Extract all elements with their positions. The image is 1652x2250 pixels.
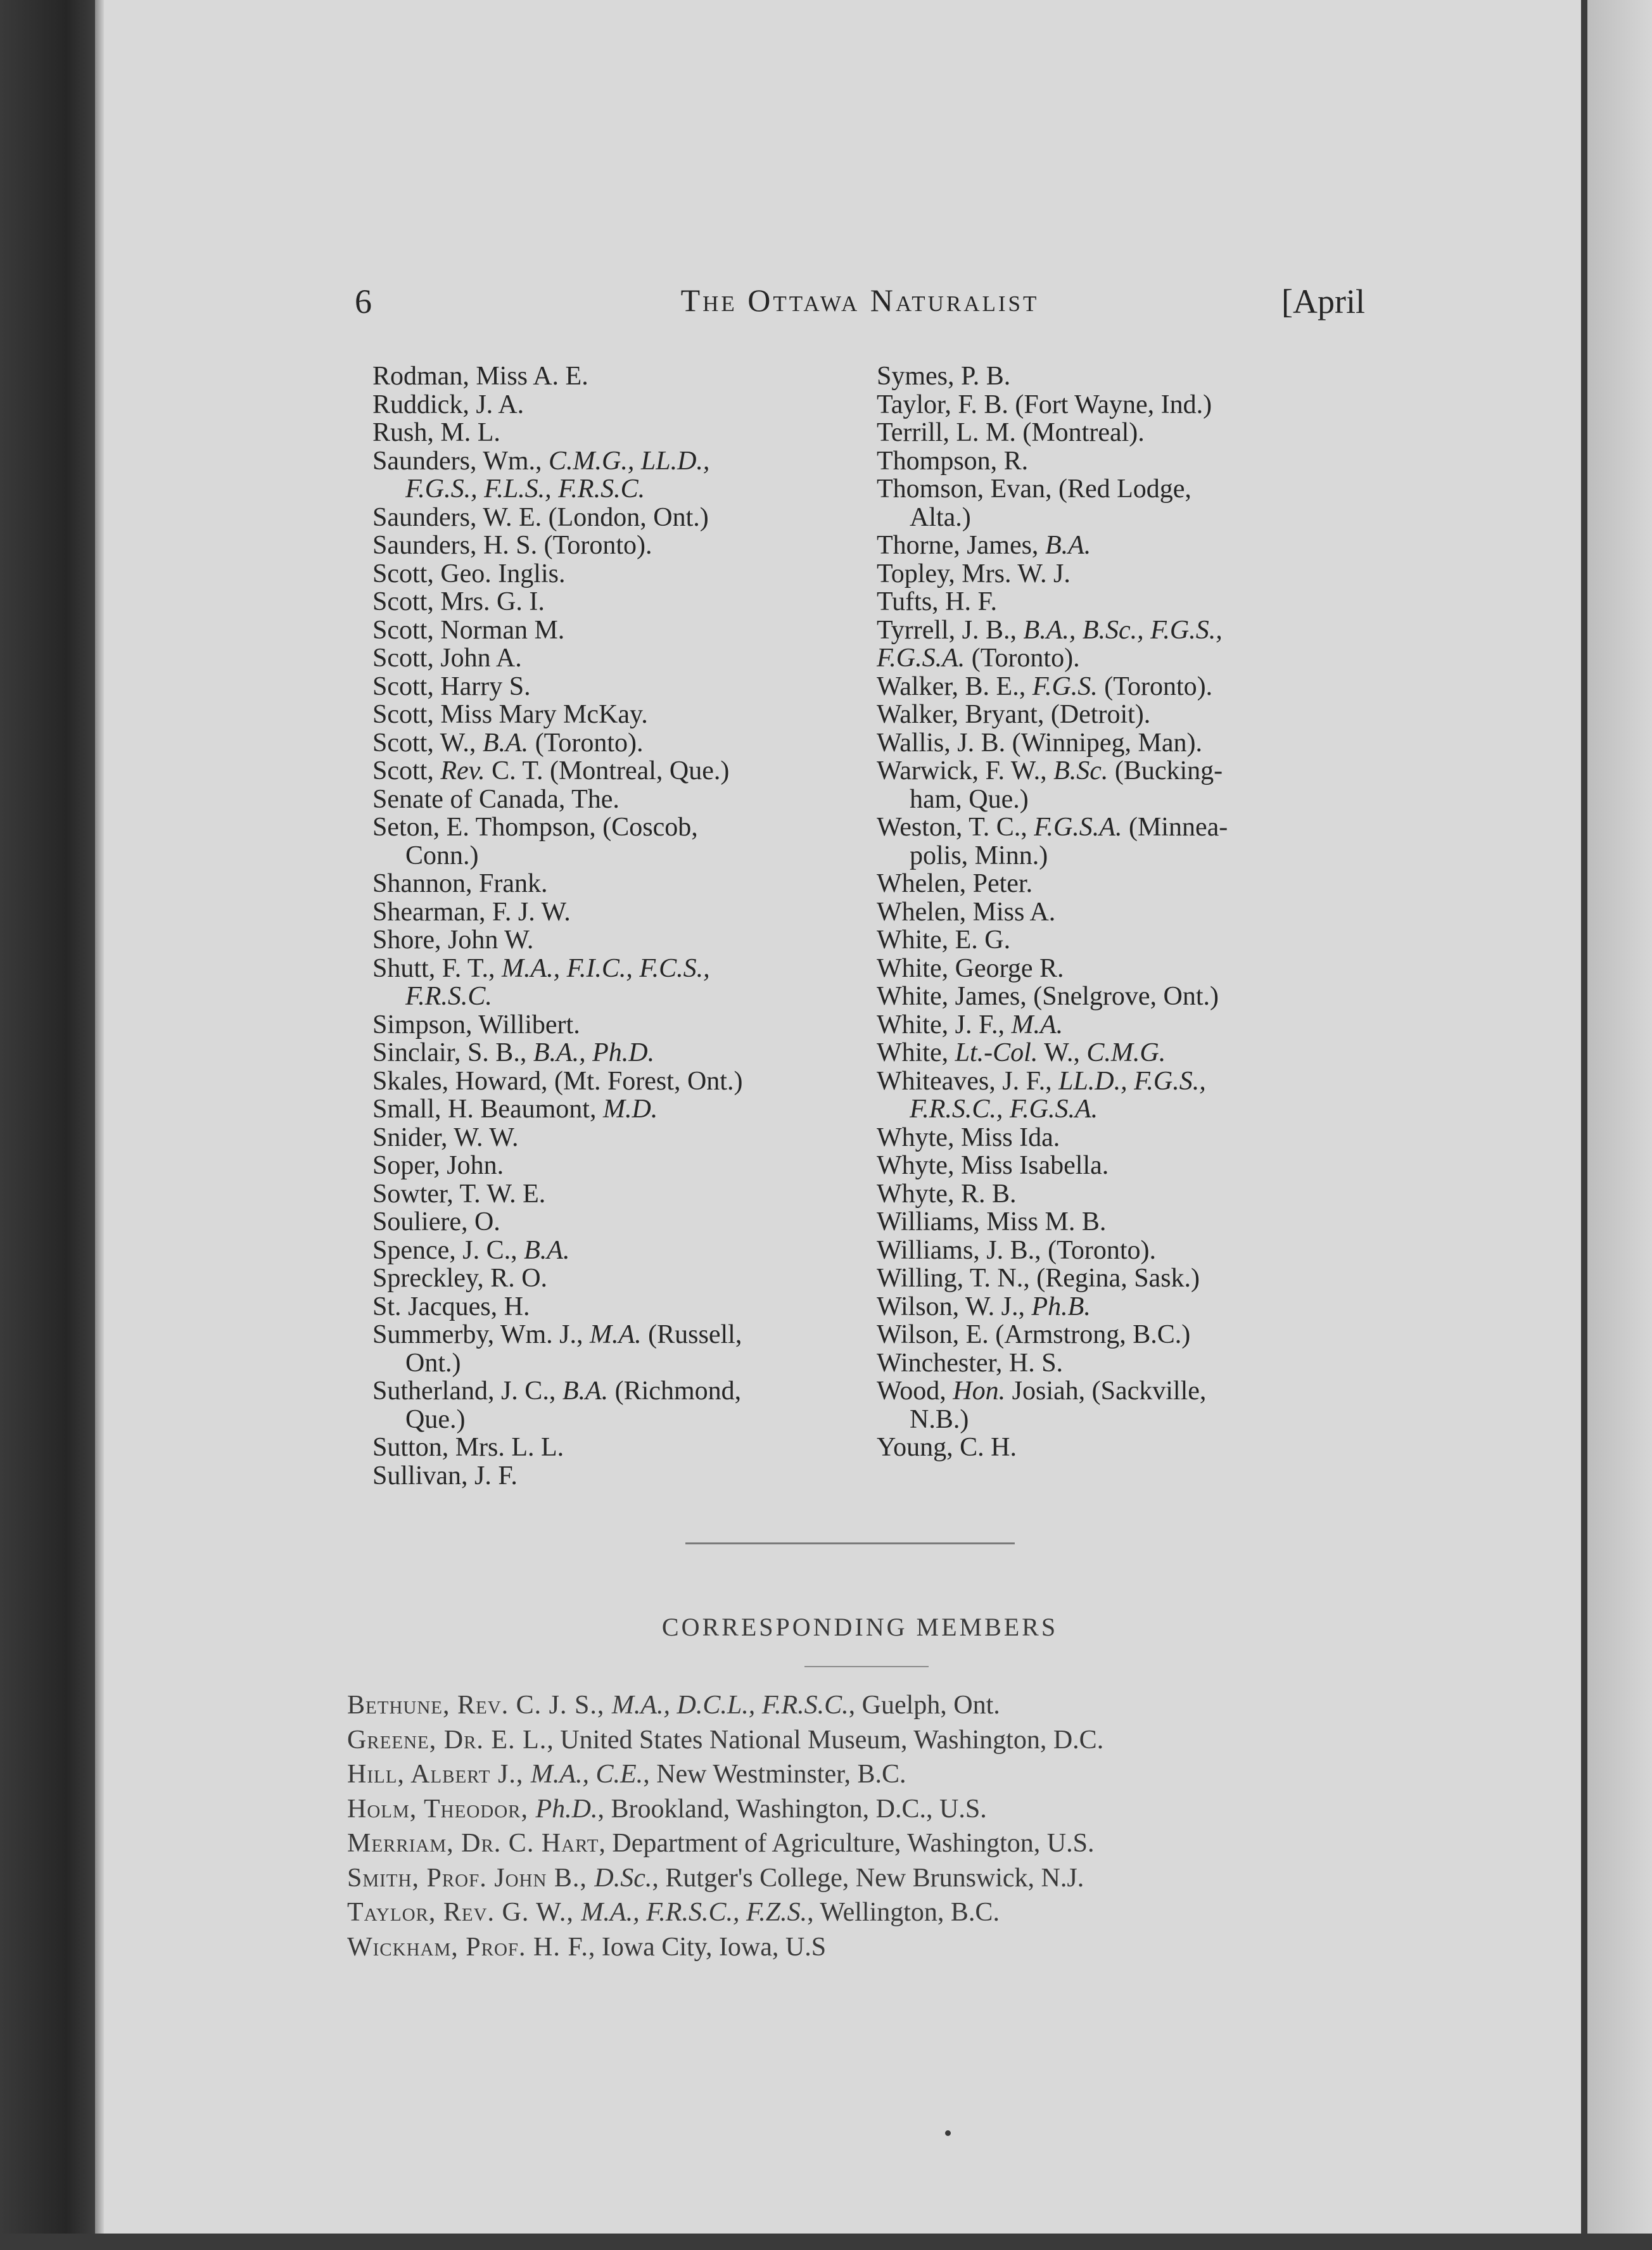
member-entry-text: B.A., B.Sc., F.G.S., bbox=[1023, 615, 1223, 645]
corresponding-member-entry bbox=[347, 1826, 1392, 1861]
member-entry-text: Thomson, Evan, (Red Lodge, bbox=[877, 474, 1191, 504]
corresponding-member-name: Wickham, Prof. H. F. bbox=[347, 1932, 588, 1962]
member-entry bbox=[372, 673, 854, 701]
member-entry bbox=[372, 1208, 854, 1236]
member-entry-text: Tyrrell, J. B., bbox=[877, 615, 1024, 645]
member-entry bbox=[877, 644, 1377, 673]
member-entry-text: Thompson, R. bbox=[877, 446, 1029, 476]
member-entry-text: Saunders, H. S. (Toronto). bbox=[372, 531, 652, 560]
member-entry-text: ham, Que.) bbox=[910, 784, 1029, 814]
member-entry-text: Sinclair, S. B., bbox=[372, 1038, 533, 1067]
member-entry bbox=[877, 560, 1377, 588]
member-entry-text: Scott, Miss Mary McKay. bbox=[372, 700, 648, 729]
member-entry-text: Alta.) bbox=[910, 502, 971, 532]
member-entry-text: W., bbox=[1038, 1038, 1087, 1067]
member-entry-text: Scott, bbox=[372, 756, 441, 785]
member-entry bbox=[877, 531, 1377, 560]
member-entry bbox=[372, 616, 854, 645]
member-entry-text: Sutton, Mrs. L. L. bbox=[372, 1433, 564, 1462]
corresponding-member-degrees: M.A., C.E. bbox=[530, 1760, 644, 1789]
corresponding-member-entry bbox=[347, 1861, 1392, 1896]
member-entry bbox=[877, 701, 1377, 729]
member-entry bbox=[372, 1095, 854, 1124]
member-entry-text: F.G.S.A. bbox=[877, 644, 965, 673]
corresponding-member-degrees: M.A., F.R.S.C., F.Z.S. bbox=[581, 1898, 808, 1927]
member-entry-text: Sutherland, J. C., bbox=[372, 1376, 562, 1406]
corresponding-member-affiliation: , United States National Museum, Washington, D.C. bbox=[547, 1725, 1104, 1755]
member-entry-text: Wood, bbox=[877, 1376, 953, 1406]
member-entry-text: White, James, (Snelgrove, Ont.) bbox=[877, 982, 1219, 1011]
member-entry-text: Ph.B. bbox=[1031, 1292, 1091, 1321]
member-entry-text: Souliere, O. bbox=[372, 1207, 500, 1236]
member-entry-text: Saunders, W. E. (London, Ont.) bbox=[372, 502, 709, 532]
corresponding-members-list bbox=[347, 1688, 1392, 1964]
member-entry-text: Scott, Geo. Inglis. bbox=[372, 559, 566, 588]
member-entry-text: Wilson, W. J., bbox=[877, 1292, 1032, 1321]
member-entry bbox=[877, 1264, 1377, 1293]
member-entry-text: C. T. (Montreal, Que.) bbox=[485, 756, 730, 785]
member-entry-text: Williams, Miss M. B. bbox=[877, 1207, 1107, 1236]
member-entry-text: White, George R. bbox=[877, 953, 1064, 983]
member-entry-text: Scott, Norman M. bbox=[372, 615, 565, 645]
member-entry-text: Summerby, Wm. J., bbox=[372, 1320, 590, 1349]
member-entry-text: Wilson, E. (Armstrong, B.C.) bbox=[877, 1320, 1191, 1349]
member-entry bbox=[372, 391, 854, 419]
member-entry-text: Taylor, F. B. (Fort Wayne, Ind.) bbox=[877, 390, 1212, 419]
member-entry-text: Spreckley, R. O. bbox=[372, 1264, 548, 1293]
member-entry bbox=[372, 1039, 854, 1067]
member-entry bbox=[877, 391, 1377, 419]
member-entry bbox=[877, 588, 1377, 616]
member-entry bbox=[372, 785, 854, 814]
member-entry-text: Seton, E. Thompson, (Coscob, bbox=[372, 813, 698, 842]
member-entry bbox=[372, 701, 854, 729]
member-entry-text: Symes, P. B. bbox=[877, 362, 1011, 391]
member-entry-text: (Russell, bbox=[641, 1320, 742, 1349]
member-entry-text: B.A. bbox=[524, 1235, 570, 1265]
member-entry bbox=[877, 1208, 1377, 1236]
section-divider bbox=[685, 1542, 1015, 1544]
member-entry-text: St. Jacques, H. bbox=[372, 1292, 530, 1321]
corresponding-member-entry bbox=[347, 1792, 1392, 1827]
member-entry-text: F.G.S.A. bbox=[1034, 813, 1122, 842]
member-entry bbox=[877, 1011, 1377, 1039]
member-entry-text: Whelen, Miss A. bbox=[877, 897, 1056, 927]
corresponding-member-degrees: D.Sc. bbox=[594, 1863, 652, 1893]
member-entry-text: Rev. bbox=[440, 756, 485, 785]
corresponding-member-affiliation: , Brookland, Washington, D.C., U.S. bbox=[597, 1794, 987, 1824]
member-entry-text: Rodman, Miss A. E. bbox=[372, 362, 588, 391]
member-entry bbox=[877, 1349, 1377, 1378]
member-entry bbox=[372, 1180, 854, 1209]
page-gutter bbox=[95, 0, 104, 2250]
member-entry-text: B.A. bbox=[1045, 531, 1091, 560]
member-entry bbox=[877, 1180, 1377, 1209]
member-entry-text: Shutt, F. T., bbox=[372, 953, 502, 983]
member-entry-text: B.A. bbox=[562, 1376, 609, 1406]
member-entry-text: Thorne, James, bbox=[877, 531, 1045, 560]
member-entry bbox=[372, 1321, 854, 1377]
corresponding-member-name: Hill, Albert J., bbox=[347, 1760, 531, 1789]
corresponding-member-entry bbox=[347, 1757, 1392, 1792]
corresponding-member-affiliation: , Rutger's College, New Brunswick, N.J. bbox=[652, 1863, 1084, 1893]
corresponding-member-name: Holm, Theodor, bbox=[347, 1794, 536, 1824]
member-entry bbox=[372, 362, 854, 391]
member-entry bbox=[372, 447, 854, 504]
corresponding-member-degrees: M.A., D.C.L., F.R.S.C. bbox=[611, 1691, 849, 1720]
facing-page-strip bbox=[1587, 0, 1652, 2250]
member-entry-text: Whelen, Peter. bbox=[877, 869, 1033, 898]
member-entry-text: (Toronto). bbox=[1097, 671, 1213, 701]
member-entry-text: Ont.) bbox=[405, 1348, 461, 1378]
corresponding-member-affiliation: , Wellington, B.C. bbox=[807, 1898, 1000, 1927]
member-entry bbox=[372, 504, 854, 532]
member-entry-text: C.M.G. bbox=[1086, 1038, 1166, 1067]
member-entry bbox=[877, 926, 1377, 955]
member-entry bbox=[372, 1152, 854, 1180]
member-entry-text: Skales, Howard, (Mt. Forest, Ont.) bbox=[372, 1066, 743, 1096]
member-entry bbox=[877, 362, 1377, 391]
corresponding-member-name: Greene, Dr. E. L. bbox=[347, 1725, 547, 1755]
member-entry bbox=[372, 1264, 854, 1293]
member-entry-text: Shearman, F. J. W. bbox=[372, 897, 571, 927]
print-speck bbox=[945, 2130, 951, 2136]
member-entry bbox=[877, 1236, 1377, 1265]
member-entry bbox=[877, 1039, 1377, 1067]
member-list-right-column bbox=[877, 362, 1377, 1462]
member-entry-text: (Toronto). bbox=[965, 644, 1080, 673]
member-entry-text: Lt.-Col. bbox=[955, 1038, 1038, 1067]
member-entry-text: Shore, John W. bbox=[372, 925, 534, 955]
heading-underline bbox=[804, 1666, 929, 1667]
member-entry bbox=[877, 447, 1377, 476]
issue-month: [April bbox=[1281, 283, 1365, 321]
member-entry bbox=[877, 729, 1377, 758]
member-entry-text: M.A. bbox=[1011, 1010, 1064, 1039]
member-entry-text: Willing, T. N., (Regina, Sask.) bbox=[877, 1264, 1200, 1293]
member-entry bbox=[372, 1067, 854, 1096]
member-entry-text: Scott, W., bbox=[372, 728, 483, 758]
member-entry-text: Senate of Canada, The. bbox=[372, 784, 620, 814]
member-entry bbox=[877, 955, 1377, 983]
member-entry-text: F.R.S.C., F.G.S.A. bbox=[910, 1095, 1098, 1124]
member-entry bbox=[877, 1124, 1377, 1152]
member-entry-text: Soper, John. bbox=[372, 1151, 504, 1180]
member-entry-text: M.D. bbox=[602, 1095, 658, 1124]
corresponding-member-entry bbox=[347, 1688, 1392, 1723]
member-entry bbox=[877, 898, 1377, 927]
member-entry-text: Saunders, Wm., bbox=[372, 446, 549, 476]
corresponding-member-name: Smith, Prof. John B., bbox=[347, 1863, 595, 1893]
member-entry bbox=[877, 1152, 1377, 1180]
member-entry bbox=[372, 1293, 854, 1321]
member-entry-text: Hon. bbox=[953, 1376, 1006, 1406]
member-entry-text: Simpson, Willibert. bbox=[372, 1010, 580, 1039]
member-entry-text: Warwick, F. W., bbox=[877, 756, 1054, 785]
member-entry-text: polis, Minn.) bbox=[910, 841, 1048, 870]
member-entry-text: White, bbox=[877, 1038, 955, 1067]
corresponding-members-heading: CORRESPONDING MEMBERS bbox=[661, 1613, 1058, 1641]
member-entry bbox=[877, 1321, 1377, 1349]
member-entry-text: B.A. bbox=[482, 728, 529, 758]
member-entry bbox=[372, 1236, 854, 1265]
member-entry-text: F.G.S., F.L.S., F.R.S.C. bbox=[405, 474, 645, 504]
member-list-left-column bbox=[372, 362, 854, 1490]
corresponding-member-affiliation: , Iowa City, Iowa, U.S bbox=[588, 1932, 827, 1962]
member-entry bbox=[372, 926, 854, 955]
member-entry bbox=[877, 982, 1377, 1011]
member-entry bbox=[877, 1433, 1377, 1462]
member-entry-text: B.A., Ph.D. bbox=[533, 1038, 655, 1067]
member-entry bbox=[372, 419, 854, 447]
member-entry-text: Whyte, Miss Ida. bbox=[877, 1122, 1060, 1152]
member-entry bbox=[877, 475, 1377, 531]
member-entry-text: Whiteaves, J. F., bbox=[877, 1066, 1059, 1096]
member-entry bbox=[372, 1433, 854, 1462]
member-entry bbox=[877, 1067, 1377, 1124]
member-entry bbox=[372, 729, 854, 758]
member-entry-text: Walker, B. E., bbox=[877, 671, 1032, 701]
member-entry-text: (Richmond, bbox=[608, 1376, 742, 1406]
member-entry-text: Shannon, Frank. bbox=[372, 869, 548, 898]
corresponding-member-entry bbox=[347, 1895, 1392, 1930]
member-entry-text: M.A., F.I.C., F.C.S., bbox=[501, 953, 710, 983]
member-entry-text: N.B.) bbox=[910, 1404, 969, 1434]
scan-bottom-band bbox=[0, 2234, 1652, 2250]
member-entry bbox=[372, 560, 854, 588]
member-entry bbox=[877, 1293, 1377, 1321]
member-entry-text: B.Sc. bbox=[1053, 756, 1109, 785]
corresponding-member-name: Bethune, Rev. C. J. S., bbox=[347, 1691, 612, 1720]
member-entry-text: White, J. F., bbox=[877, 1010, 1012, 1039]
member-entry-text: Josiah, (Sackville, bbox=[1005, 1376, 1207, 1406]
member-entry bbox=[372, 588, 854, 616]
member-entry-text: Scott, Harry S. bbox=[372, 671, 531, 701]
member-entry-text: (Minnea- bbox=[1122, 813, 1228, 842]
member-entry bbox=[372, 1462, 854, 1490]
member-entry bbox=[372, 531, 854, 560]
member-entry bbox=[877, 870, 1377, 898]
corresponding-member-degrees: Ph.D. bbox=[535, 1794, 598, 1824]
member-entry bbox=[372, 955, 854, 1011]
member-entry bbox=[372, 644, 854, 673]
member-entry-text: M.A. bbox=[590, 1320, 642, 1349]
member-entry-text: Weston, T. C., bbox=[877, 813, 1034, 842]
corresponding-member-entry bbox=[347, 1723, 1392, 1758]
member-entry-text: (Bucking- bbox=[1108, 756, 1223, 785]
member-entry bbox=[877, 673, 1377, 701]
member-entry-text: LL.D., F.G.S., bbox=[1058, 1066, 1206, 1096]
member-entry-text: Spence, J. C., bbox=[372, 1235, 524, 1265]
corresponding-member-affiliation: , Guelph, Ont. bbox=[848, 1691, 1000, 1720]
member-entry-text: Sullivan, J. F. bbox=[372, 1461, 518, 1490]
member-entry-text: Walker, Bryant, (Detroit). bbox=[877, 700, 1151, 729]
member-entry-text: Que.) bbox=[405, 1404, 466, 1434]
book-spine bbox=[0, 0, 95, 2250]
page-right-edge bbox=[1581, 0, 1587, 2250]
member-entry-text: Snider, W. W. bbox=[372, 1122, 519, 1152]
member-entry-text: Sowter, T. W. E. bbox=[372, 1179, 546, 1209]
member-entry-text: Williams, J. B., (Toronto). bbox=[877, 1235, 1156, 1265]
member-entry-text: Wallis, J. B. (Winnipeg, Man). bbox=[877, 728, 1203, 758]
member-entry bbox=[877, 616, 1377, 645]
member-entry-text: Young, C. H. bbox=[877, 1433, 1017, 1462]
member-entry-text: C.M.G., LL.D., bbox=[549, 446, 710, 476]
member-entry bbox=[372, 757, 854, 785]
corresponding-member-affiliation: , New Westminster, B.C. bbox=[643, 1760, 906, 1789]
member-entry bbox=[372, 870, 854, 898]
member-entry bbox=[372, 813, 854, 870]
member-entry bbox=[877, 1377, 1377, 1433]
member-entry-text: Whyte, Miss Isabella. bbox=[877, 1151, 1109, 1180]
member-entry-text: Tufts, H. F. bbox=[877, 587, 998, 616]
member-entry bbox=[877, 757, 1377, 813]
member-entry bbox=[877, 813, 1377, 870]
member-entry-text: Winchester, H. S. bbox=[877, 1348, 1064, 1378]
member-entry-text: (Toronto). bbox=[528, 728, 644, 758]
member-entry-text: Scott, John A. bbox=[372, 644, 522, 673]
member-entry bbox=[372, 1124, 854, 1152]
member-entry-text: Rush, M. L. bbox=[372, 418, 500, 447]
member-entry bbox=[877, 419, 1377, 447]
member-entry-text: Terrill, L. M. (Montreal). bbox=[877, 418, 1145, 447]
member-entry bbox=[372, 1377, 854, 1433]
member-entry-text: Topley, Mrs. W. J. bbox=[877, 559, 1071, 588]
corresponding-member-name: Taylor, Rev. G. W., bbox=[347, 1898, 581, 1927]
running-header bbox=[355, 282, 1365, 333]
member-entry-text: Scott, Mrs. G. I. bbox=[372, 587, 545, 616]
member-entry bbox=[372, 898, 854, 927]
member-entry-text: Conn.) bbox=[405, 841, 479, 870]
page-number: 6 bbox=[355, 283, 372, 321]
member-entry-text: F.R.S.C. bbox=[405, 982, 492, 1011]
corresponding-member-affiliation: , Department of Agriculture, Washington, U.S. bbox=[599, 1829, 1095, 1858]
member-entry-text: F.G.S. bbox=[1032, 671, 1098, 701]
member-entry-text: White, E. G. bbox=[877, 925, 1011, 955]
member-entry-text: Small, H. Beaumont, bbox=[372, 1095, 603, 1124]
member-entry-text: Ruddick, J. A. bbox=[372, 390, 524, 419]
running-title: The Ottawa Naturalist bbox=[680, 283, 1039, 318]
member-entry-text: Whyte, R. B. bbox=[877, 1179, 1017, 1209]
corresponding-member-entry bbox=[347, 1930, 1392, 1965]
member-entry bbox=[372, 1011, 854, 1039]
corresponding-member-name: Merriam, Dr. C. Hart bbox=[347, 1829, 599, 1858]
